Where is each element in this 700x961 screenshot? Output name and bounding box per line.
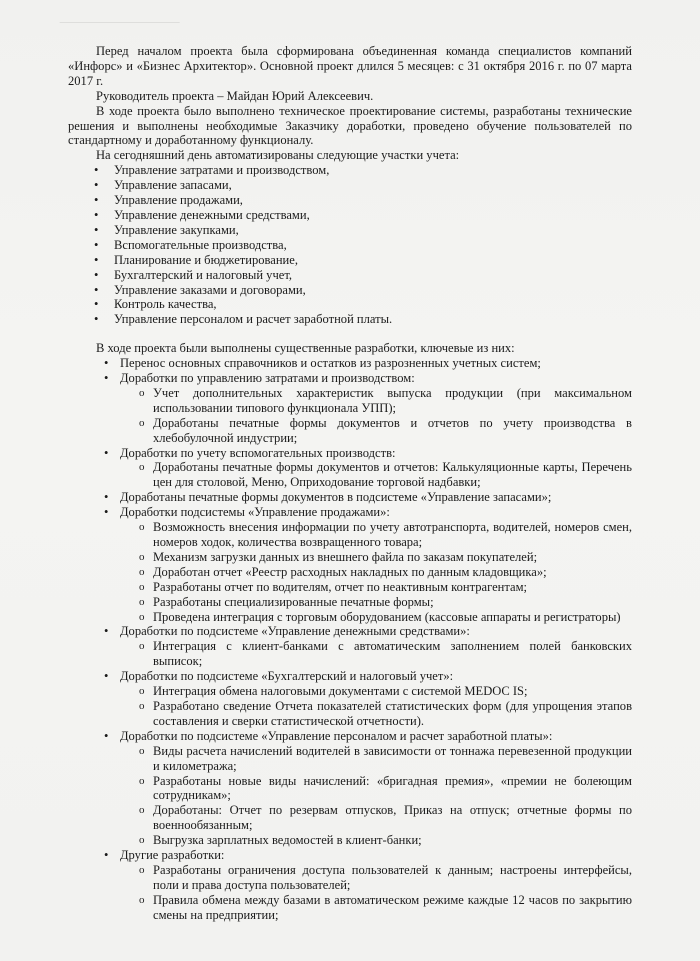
- list-item: • Вспомогательные производства,: [68, 238, 632, 253]
- page-fold-mark: [59, 0, 192, 23]
- list-item: • Доработки по учету вспомогательных производств:: [68, 446, 632, 461]
- sub-list-item: o Учет дополнительных характеристик выпуска продукции (при максимальном использовании типового функционала УПП);: [68, 386, 632, 416]
- list-item: • Доработаны печатные формы документов в подсистеме «Управление запасами»;: [68, 490, 632, 505]
- sub-list-item: o Доработаны: Отчет по резервам отпусков, Приказ на отпуск; отчетные формы по военнообязанным;: [68, 803, 632, 833]
- sub-list-item: o Доработан отчет «Реестр расходных накладных по данным кладовщика»;: [68, 565, 632, 580]
- sub-list-item: o Проведена интеграция с торговым оборудованием (кассовые аппараты и регистраторы): [68, 610, 632, 625]
- list-item: • Управление затратами и производством,: [68, 163, 632, 178]
- list-item: • Управление продажами,: [68, 193, 632, 208]
- project-manager-line: Руководитель проекта – Майдан Юрий Алексеевич.: [96, 88, 374, 103]
- list-item: • Доработки по управлению затратами и производством:: [68, 371, 632, 386]
- sub-list-item: o Разработаны специализированные печатные формы;: [68, 595, 632, 610]
- sub-list-item: o Механизм загрузки данных из внешнего файла по заказам покупателей;: [68, 550, 632, 565]
- sub-list-item: o Правила обмена между базами в автоматическом режиме каждые 12 часов по закрытию смены на предприятии;: [68, 893, 632, 923]
- list-item: • Управление персоналом и расчет заработной платы.: [68, 312, 632, 327]
- list-item: • Управление запасами,: [68, 178, 632, 193]
- list-item: • Управление заказами и договорами,: [68, 283, 632, 298]
- list-item: • Управление закупками,: [68, 223, 632, 238]
- sub-list-item: o Разработаны новые виды начислений: «бригадная премия», «премии не болеющим сотрудникам»;: [68, 774, 632, 804]
- list-item: • Планирование и бюджетирование,: [68, 253, 632, 268]
- list-item: • Доработки по подсистеме «Бухгалтерский и налоговый учет»:: [68, 669, 632, 684]
- list-item: • Управление денежными средствами,: [68, 208, 632, 223]
- sub-list-item: o Разработаны ограничения доступа пользователей к данным; настроены интерфейсы, поли и права доступа пользователей;: [68, 863, 632, 893]
- developments-list: [68, 356, 632, 922]
- sub-list-item: o Доработаны печатные формы документов и отчетов: Калькуляционные карты, Перечень цен для столовой, Меню, Оприходование торговой надбавки;: [68, 460, 632, 490]
- intro-paragraph: В ходе проекта было выполнено техническое проектирование системы, разработаны технические решения и выполнены необходимые Заказчику доработки, проведено обучение пользователей по стандартному и доработанному функционалу.: [68, 103, 632, 148]
- list-item: • Доработки подсистемы «Управление продажами»:: [68, 505, 632, 520]
- sub-list-item: o Разработано сведение Отчета показателей статистических форм (для упрощения этапов составления и сверки статистической отчетности).: [68, 699, 632, 729]
- sub-list-item: o Интеграция обмена налоговыми документами с системой MEDOC IS;: [68, 684, 632, 699]
- sub-list-item: o Возможность внесения информации по учету автотранспорта, водителей, номеров смен, номеров ходок, количества возвращенного товара;: [68, 520, 632, 550]
- sub-list-item: o Разработаны отчет по водителям, отчет по неактивным контрагентам;: [68, 580, 632, 595]
- list-item: • Доработки по подсистеме «Управление денежными средствами»:: [68, 624, 632, 639]
- list-item: • Контроль качества,: [68, 297, 632, 312]
- document-body: [68, 44, 632, 923]
- list-item: • Доработки по подсистеме «Управление персоналом и расчет заработной платы»:: [68, 729, 632, 744]
- developments-heading: В ходе проекта были выполнены существенные разработки, ключевые из них:: [96, 341, 515, 356]
- list-item: • Бухгалтерский и налоговый учет,: [68, 268, 632, 283]
- list-item: • Перенос основных справочников и остатков из разрозненных учетных систем;: [68, 356, 632, 371]
- list-item: • Другие разработки:: [68, 848, 632, 863]
- sub-list-item: o Выгрузка зарплатных ведомостей в клиент-банки;: [68, 833, 632, 848]
- intro-paragraph: Перед началом проекта была сформирована объединенная команда специалистов компаний «Инфорс» и «Бизнес Архитектор». Основной проект длился 5 месяцев: с 31 октября 2016 г. по 07 марта 2017 г.: [68, 44, 632, 88]
- automated-areas-list: [68, 163, 632, 327]
- sub-list-item: o Виды расчета начислений водителей в зависимости от тоннажа перевезенной продукции и километража;: [68, 744, 632, 774]
- sub-list-item: o Интеграция с клиент-банками с автоматическим заполнением полей банковских выписок;: [68, 639, 632, 669]
- sub-list-item: o Доработаны печатные формы документов и отчетов по учету производства в хлебобулочной индустрии;: [68, 416, 632, 446]
- areas-heading: На сегодняшний день автоматизированы следующие участки учета:: [96, 148, 460, 163]
